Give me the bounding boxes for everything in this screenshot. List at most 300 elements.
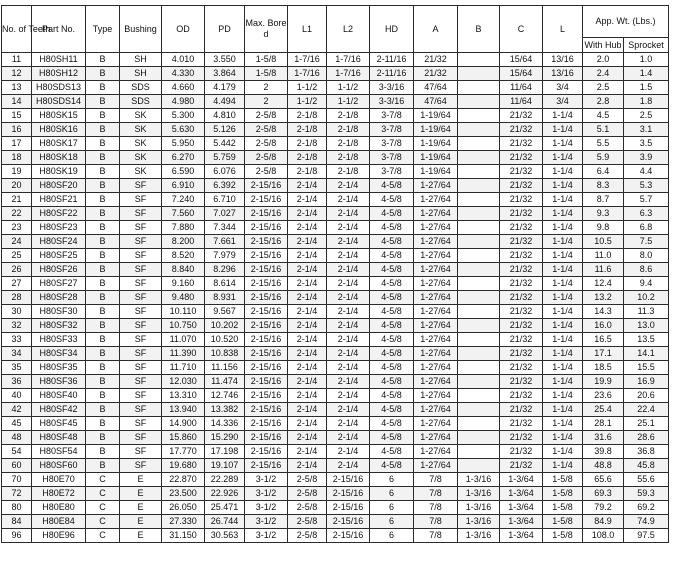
cell-b (458, 445, 500, 459)
cell-l1: 2-5/8 (288, 515, 327, 529)
cell-teeth: 48 (2, 431, 32, 445)
cell-b (458, 389, 500, 403)
cell-part-no: H80SF42 (32, 403, 86, 417)
cell-a: 47/64 (414, 81, 458, 95)
cell-b: 1-3/16 (458, 487, 500, 501)
cell-sprocket: 97.5 (624, 529, 669, 543)
cell-pd: 7.661 (205, 235, 245, 249)
table-row (2, 389, 669, 403)
cell-hd: 4-5/8 (370, 417, 414, 431)
table-row (2, 361, 669, 375)
cell-hd: 4-5/8 (370, 207, 414, 221)
cell-od: 5.300 (162, 109, 205, 123)
cell-l1: 2-1/4 (288, 221, 327, 235)
cell-max-bore: 2-15/16 (245, 207, 288, 221)
cell-l1: 2-1/4 (288, 333, 327, 347)
cell-teeth: 22 (2, 207, 32, 221)
cell-max-bore: 2-15/16 (245, 417, 288, 431)
cell-max-bore: 2-15/16 (245, 179, 288, 193)
cell-c: 21/32 (500, 235, 543, 249)
cell-l: 1-5/8 (543, 501, 583, 515)
cell-od: 19.680 (162, 459, 205, 473)
cell-pd: 17.198 (205, 445, 245, 459)
table-row (2, 263, 669, 277)
cell-l1: 2-1/4 (288, 207, 327, 221)
cell-l: 1-1/4 (543, 221, 583, 235)
cell-a: 1-27/64 (414, 459, 458, 473)
cell-bushing: SF (120, 403, 162, 417)
cell-b (458, 193, 500, 207)
cell-max-bore: 2-15/16 (245, 249, 288, 263)
table-row (2, 319, 669, 333)
cell-pd: 8.931 (205, 291, 245, 305)
cell-pd: 22.289 (205, 473, 245, 487)
cell-max-bore: 2-15/16 (245, 361, 288, 375)
cell-l1: 2-1/4 (288, 291, 327, 305)
cell-sprocket: 5.7 (624, 193, 669, 207)
cell-part-no: H80E80 (32, 501, 86, 515)
cell-teeth: 60 (2, 459, 32, 473)
cell-hd: 4-5/8 (370, 347, 414, 361)
cell-type: B (86, 375, 120, 389)
cell-hd: 4-5/8 (370, 263, 414, 277)
cell-part-no: H80E72 (32, 487, 86, 501)
header-l1: L1 (288, 6, 327, 53)
cell-a: 1-27/64 (414, 431, 458, 445)
cell-max-bore: 2-15/16 (245, 389, 288, 403)
cell-bushing: SF (120, 417, 162, 431)
cell-teeth: 11 (2, 53, 32, 67)
cell-hd: 4-5/8 (370, 235, 414, 249)
cell-c: 21/32 (500, 165, 543, 179)
cell-hd: 2-11/16 (370, 53, 414, 67)
cell-hd: 4-5/8 (370, 179, 414, 193)
cell-type: B (86, 249, 120, 263)
cell-max-bore: 2-15/16 (245, 263, 288, 277)
cell-pd: 7.979 (205, 249, 245, 263)
cell-with-hub: 11.0 (583, 249, 624, 263)
cell-max-bore: 2-5/8 (245, 137, 288, 151)
cell-c: 21/32 (500, 249, 543, 263)
cell-l2: 2-1/4 (327, 347, 370, 361)
table-row (2, 235, 669, 249)
cell-c: 1-3/64 (500, 501, 543, 515)
cell-teeth: 19 (2, 165, 32, 179)
cell-l1: 2-1/8 (288, 109, 327, 123)
cell-sprocket: 1.8 (624, 95, 669, 109)
cell-max-bore: 2-15/16 (245, 305, 288, 319)
header-a: A (414, 6, 458, 53)
cell-hd: 6 (370, 473, 414, 487)
cell-type: B (86, 459, 120, 473)
cell-with-hub: 16.0 (583, 319, 624, 333)
cell-part-no: H80E70 (32, 473, 86, 487)
cell-teeth: 70 (2, 473, 32, 487)
cell-a: 1-27/64 (414, 263, 458, 277)
cell-max-bore: 2-15/16 (245, 431, 288, 445)
cell-part-no: H80SF26 (32, 263, 86, 277)
cell-hd: 4-5/8 (370, 389, 414, 403)
cell-l2: 2-1/4 (327, 221, 370, 235)
cell-od: 6.910 (162, 179, 205, 193)
cell-l1: 2-1/8 (288, 123, 327, 137)
cell-a: 1-27/64 (414, 445, 458, 459)
header-l2: L2 (327, 6, 370, 53)
cell-hd: 3-7/8 (370, 123, 414, 137)
cell-teeth: 13 (2, 81, 32, 95)
cell-type: C (86, 473, 120, 487)
cell-teeth: 34 (2, 347, 32, 361)
cell-l2: 1-1/2 (327, 95, 370, 109)
cell-b (458, 417, 500, 431)
cell-teeth: 15 (2, 109, 32, 123)
cell-l1: 1-1/2 (288, 81, 327, 95)
cell-sprocket: 59.3 (624, 487, 669, 501)
header-part-no: Part No. (32, 6, 86, 53)
header-od: OD (162, 6, 205, 53)
cell-c: 21/32 (500, 137, 543, 151)
cell-l: 1-1/4 (543, 431, 583, 445)
cell-type: B (86, 193, 120, 207)
cell-c: 21/32 (500, 123, 543, 137)
cell-type: B (86, 165, 120, 179)
cell-part-no: H80SF34 (32, 347, 86, 361)
cell-pd: 26.744 (205, 515, 245, 529)
header-sprocket: Sprocket (624, 38, 669, 53)
cell-l: 1-1/4 (543, 235, 583, 249)
cell-part-no: H80SDS13 (32, 81, 86, 95)
cell-type: B (86, 235, 120, 249)
cell-max-bore: 3-1/2 (245, 515, 288, 529)
table-row (2, 431, 669, 445)
cell-hd: 4-5/8 (370, 249, 414, 263)
cell-l2: 2-1/4 (327, 193, 370, 207)
cell-b (458, 53, 500, 67)
cell-a: 1-27/64 (414, 207, 458, 221)
cell-b (458, 95, 500, 109)
table-row (2, 459, 669, 473)
cell-with-hub: 2.0 (583, 53, 624, 67)
cell-a: 1-27/64 (414, 403, 458, 417)
cell-max-bore: 2-15/16 (245, 291, 288, 305)
cell-l2: 2-1/4 (327, 459, 370, 473)
cell-bushing: E (120, 473, 162, 487)
cell-teeth: 72 (2, 487, 32, 501)
cell-l2: 2-1/4 (327, 389, 370, 403)
cell-part-no: H80SK16 (32, 123, 86, 137)
cell-part-no: H80SK15 (32, 109, 86, 123)
header-bushing: Bushing (120, 6, 162, 53)
cell-with-hub: 69.3 (583, 487, 624, 501)
cell-l2: 2-15/16 (327, 501, 370, 515)
cell-pd: 13.382 (205, 403, 245, 417)
cell-type: B (86, 445, 120, 459)
cell-with-hub: 8.3 (583, 179, 624, 193)
cell-od: 27.330 (162, 515, 205, 529)
cell-hd: 4-5/8 (370, 277, 414, 291)
cell-part-no: H80SK17 (32, 137, 86, 151)
cell-od: 6.270 (162, 151, 205, 165)
cell-l: 1-1/4 (543, 403, 583, 417)
cell-max-bore: 3-1/2 (245, 529, 288, 543)
cell-c: 21/32 (500, 305, 543, 319)
cell-l2: 1-1/2 (327, 81, 370, 95)
cell-l2: 2-1/8 (327, 151, 370, 165)
cell-od: 13.940 (162, 403, 205, 417)
cell-with-hub: 5.9 (583, 151, 624, 165)
cell-hd: 6 (370, 515, 414, 529)
cell-pd: 19.107 (205, 459, 245, 473)
cell-type: B (86, 291, 120, 305)
cell-bushing: E (120, 515, 162, 529)
header-pd: PD (205, 6, 245, 53)
cell-l1: 2-1/4 (288, 319, 327, 333)
header-row (2, 6, 669, 38)
cell-bushing: SK (120, 151, 162, 165)
cell-a: 1-27/64 (414, 277, 458, 291)
cell-sprocket: 14.1 (624, 347, 669, 361)
cell-pd: 5.126 (205, 123, 245, 137)
cell-a: 1-27/64 (414, 417, 458, 431)
cell-max-bore: 2-15/16 (245, 333, 288, 347)
cell-pd: 8.614 (205, 277, 245, 291)
cell-l: 1-1/4 (543, 319, 583, 333)
cell-od: 11.390 (162, 347, 205, 361)
cell-part-no: H80E96 (32, 529, 86, 543)
cell-b (458, 151, 500, 165)
cell-od: 23.500 (162, 487, 205, 501)
cell-a: 7/8 (414, 501, 458, 515)
cell-a: 21/32 (414, 67, 458, 81)
cell-od: 4.980 (162, 95, 205, 109)
cell-sprocket: 15.5 (624, 361, 669, 375)
cell-with-hub: 16.5 (583, 333, 624, 347)
cell-b (458, 249, 500, 263)
cell-c: 11/64 (500, 95, 543, 109)
table-row (2, 221, 669, 235)
cell-c: 21/32 (500, 109, 543, 123)
cell-od: 7.880 (162, 221, 205, 235)
cell-pd: 4.494 (205, 95, 245, 109)
cell-hd: 4-5/8 (370, 221, 414, 235)
cell-l1: 2-1/4 (288, 389, 327, 403)
cell-l2: 2-1/8 (327, 123, 370, 137)
cell-bushing: SDS (120, 95, 162, 109)
cell-type: B (86, 123, 120, 137)
cell-teeth: 84 (2, 515, 32, 529)
cell-b (458, 207, 500, 221)
cell-type: B (86, 53, 120, 67)
table-row (2, 95, 669, 109)
cell-c: 21/32 (500, 347, 543, 361)
cell-a: 7/8 (414, 487, 458, 501)
cell-with-hub: 5.1 (583, 123, 624, 137)
cell-c: 1-3/64 (500, 515, 543, 529)
cell-hd: 3-3/16 (370, 95, 414, 109)
cell-with-hub: 12.4 (583, 277, 624, 291)
cell-max-bore: 3-1/2 (245, 487, 288, 501)
cell-l1: 2-5/8 (288, 529, 327, 543)
cell-hd: 4-5/8 (370, 193, 414, 207)
cell-part-no: H80SF28 (32, 291, 86, 305)
cell-l: 1-1/4 (543, 263, 583, 277)
cell-type: C (86, 501, 120, 515)
cell-teeth: 27 (2, 277, 32, 291)
cell-l1: 2-1/4 (288, 445, 327, 459)
cell-pd: 3.864 (205, 67, 245, 81)
cell-hd: 4-5/8 (370, 459, 414, 473)
cell-pd: 6.710 (205, 193, 245, 207)
cell-c: 21/32 (500, 389, 543, 403)
table-row (2, 487, 669, 501)
cell-part-no: H80E84 (32, 515, 86, 529)
cell-od: 4.660 (162, 81, 205, 95)
cell-max-bore: 2-15/16 (245, 445, 288, 459)
cell-bushing: SF (120, 193, 162, 207)
cell-max-bore: 3-1/2 (245, 501, 288, 515)
cell-sprocket: 13.0 (624, 319, 669, 333)
cell-a: 1-19/64 (414, 137, 458, 151)
cell-type: B (86, 305, 120, 319)
table-row (2, 179, 669, 193)
cell-c: 21/32 (500, 403, 543, 417)
cell-type: B (86, 179, 120, 193)
cell-l: 3/4 (543, 81, 583, 95)
cell-l: 1-5/8 (543, 529, 583, 543)
cell-od: 15.860 (162, 431, 205, 445)
cell-a: 1-27/64 (414, 193, 458, 207)
cell-l: 3/4 (543, 95, 583, 109)
cell-a: 1-19/64 (414, 151, 458, 165)
cell-max-bore: 1-5/8 (245, 67, 288, 81)
cell-type: B (86, 431, 120, 445)
cell-sprocket: 3.1 (624, 123, 669, 137)
cell-hd: 3-7/8 (370, 165, 414, 179)
cell-c: 21/32 (500, 221, 543, 235)
cell-part-no: H80SF27 (32, 277, 86, 291)
cell-bushing: SF (120, 277, 162, 291)
cell-pd: 10.838 (205, 347, 245, 361)
cell-sprocket: 1.0 (624, 53, 669, 67)
cell-teeth: 12 (2, 67, 32, 81)
table-row (2, 67, 669, 81)
cell-l2: 2-1/8 (327, 109, 370, 123)
cell-l2: 2-1/4 (327, 417, 370, 431)
cell-with-hub: 6.4 (583, 165, 624, 179)
cell-od: 31.150 (162, 529, 205, 543)
table-row (2, 249, 669, 263)
cell-type: B (86, 109, 120, 123)
cell-with-hub: 23.6 (583, 389, 624, 403)
cell-pd: 30.563 (205, 529, 245, 543)
cell-max-bore: 2-5/8 (245, 165, 288, 179)
cell-l2: 1-7/16 (327, 67, 370, 81)
cell-bushing: SF (120, 445, 162, 459)
table-row (2, 305, 669, 319)
header-hd: HD (370, 6, 414, 53)
cell-l2: 2-1/4 (327, 375, 370, 389)
cell-type: B (86, 67, 120, 81)
cell-a: 1-27/64 (414, 347, 458, 361)
table-row (2, 53, 669, 67)
cell-l: 13/16 (543, 53, 583, 67)
cell-sprocket: 1.5 (624, 81, 669, 95)
cell-pd: 7.027 (205, 207, 245, 221)
cell-c: 21/32 (500, 375, 543, 389)
cell-pd: 9.567 (205, 305, 245, 319)
cell-l2: 2-1/4 (327, 333, 370, 347)
cell-b (458, 375, 500, 389)
cell-bushing: SF (120, 347, 162, 361)
cell-sprocket: 2.5 (624, 109, 669, 123)
cell-l2: 2-1/4 (327, 277, 370, 291)
cell-a: 1-27/64 (414, 389, 458, 403)
cell-with-hub: 2.4 (583, 67, 624, 81)
cell-l: 1-1/4 (543, 123, 583, 137)
cell-pd: 25.471 (205, 501, 245, 515)
cell-type: B (86, 319, 120, 333)
cell-type: B (86, 347, 120, 361)
cell-l: 1-1/4 (543, 137, 583, 151)
cell-type: B (86, 361, 120, 375)
cell-with-hub: 13.2 (583, 291, 624, 305)
cell-od: 10.750 (162, 319, 205, 333)
cell-a: 7/8 (414, 515, 458, 529)
cell-l2: 2-1/8 (327, 137, 370, 151)
cell-part-no: H80SK19 (32, 165, 86, 179)
cell-part-no: H80SF22 (32, 207, 86, 221)
cell-teeth: 20 (2, 179, 32, 193)
cell-l1: 2-5/8 (288, 473, 327, 487)
cell-teeth: 14 (2, 95, 32, 109)
cell-l: 1-1/4 (543, 375, 583, 389)
cell-l2: 2-1/4 (327, 403, 370, 417)
cell-sprocket: 45.8 (624, 459, 669, 473)
cell-l: 1-1/4 (543, 333, 583, 347)
cell-max-bore: 3-1/2 (245, 473, 288, 487)
cell-part-no: H80SH12 (32, 67, 86, 81)
cell-sprocket: 3.5 (624, 137, 669, 151)
cell-b (458, 137, 500, 151)
cell-sprocket: 9.4 (624, 277, 669, 291)
cell-l1: 1-1/2 (288, 95, 327, 109)
cell-pd: 5.442 (205, 137, 245, 151)
cell-c: 15/64 (500, 53, 543, 67)
cell-l: 1-1/4 (543, 277, 583, 291)
cell-a: 1-27/64 (414, 249, 458, 263)
cell-teeth: 45 (2, 417, 32, 431)
cell-sprocket: 36.8 (624, 445, 669, 459)
cell-a: 1-27/64 (414, 291, 458, 305)
cell-max-bore: 2-5/8 (245, 151, 288, 165)
cell-sprocket: 8.0 (624, 249, 669, 263)
cell-bushing: SF (120, 179, 162, 193)
cell-bushing: SF (120, 235, 162, 249)
cell-b (458, 459, 500, 473)
cell-bushing: SF (120, 291, 162, 305)
cell-l2: 2-1/4 (327, 249, 370, 263)
cell-max-bore: 2-5/8 (245, 109, 288, 123)
cell-b (458, 403, 500, 417)
cell-l1: 2-1/4 (288, 277, 327, 291)
cell-od: 5.950 (162, 137, 205, 151)
cell-part-no: H80SF32 (32, 319, 86, 333)
cell-l1: 2-5/8 (288, 501, 327, 515)
cell-with-hub: 79.2 (583, 501, 624, 515)
cell-type: B (86, 263, 120, 277)
cell-c: 21/32 (500, 431, 543, 445)
cell-part-no: H80SF20 (32, 179, 86, 193)
